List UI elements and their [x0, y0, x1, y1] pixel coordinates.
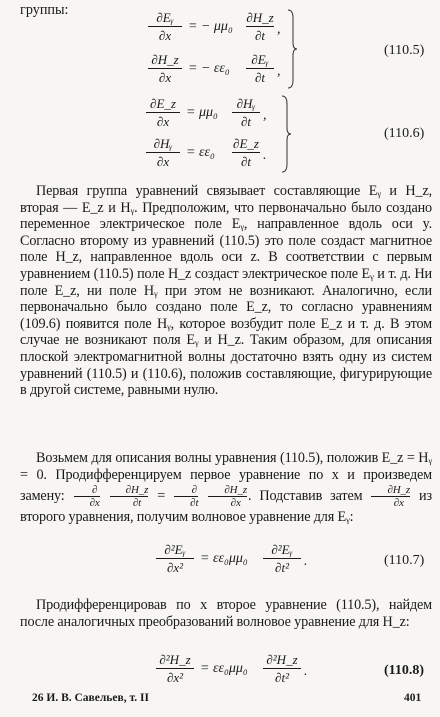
- eq2-rhs-coef: = − εε₀: [188, 61, 230, 76]
- page-number: 401: [404, 692, 422, 704]
- sub-c-frac: $\frac{\partial H\_z}{\partial x}$: [371, 484, 410, 509]
- eq3-rhs-coef: = μμ₀: [186, 105, 218, 120]
- brace-110-5: [286, 8, 298, 90]
- paragraph-3: Продифференцировав по x второе уравнение (110.5), найдем после аналогичных преобразований волновое уравнение для H_z:: [20, 597, 432, 630]
- sub-mid-frac: $\frac{\partial H\_z}{\partial t}$: [110, 484, 149, 509]
- eq-label-110-7: (110.7): [384, 553, 425, 568]
- eq7-lhs-fraction: ∂²Eᵧ ∂x²: [156, 542, 194, 575]
- eq4-rhs-fraction: ∂E_z ∂t: [233, 136, 259, 169]
- eq8-lhs-fraction: ∂²H_z ∂x²: [156, 652, 194, 685]
- document-page: группы: ∂Eᵧ ∂x = − μμ₀ ∂H_z ∂t , ∂H_z ∂x = − εε₀ ∂Eᵧ ∂t , (110.5) ∂E_z ∂x = μμ₀ ∂Hᵧ ∂t , ∂Hᵧ ∂x = εε₀ ∂E_z ∂t . (110.6) Первая группа уравнений связывает составляющие Eᵧ и H_z, вторая — E_z и Hᵧ. Предположим, что первоначально было создано переменное электрическое поле Eᵧ, направленное вдоль оси y. Согласно второму из уравнений (110.5) это поле создаст магнитное поле H_z, направленное вдоль оси z. В соответствии с первым уравнением (110.5) поле H_z создаст электрическое поле Eᵧ и т. д. Ни поле E_z, ни поле Hᵧ при этом не возникают. Аналогично, если первоначально было создано поле E_z, то согласно уравнениям (109.6) появится поле Hᵧ, которое возбудит поле E_z и т. д. В этом случае не возникают поля Eᵧ и H_z. Таким образом, для описания плоской электромагнитной волны достаточно взять одну из систем уравнений (110.5) и (110.6), положив составляющие, фигурирующие в другой системе, равными нулю. Возьмем для описания волны уравнения (110.5), положив E_z = Hᵧ = 0. Продифференцируем первое уравнение по x и произведем замену: $\frac{\partial}{\partial x}$ $\frac{\partial H\_z}{\partial t}$ = $\frac{\partial}{\partial t}$ $\frac{\partial H\_z}{\partial x}$ . Подставив затем $\frac{\partial H\_z}{\partial x}$ из второго уравнения, получим волновое уравнение для Eᵧ: ∂²Eᵧ ∂x² = εε₀μμ₀ ∂²Eᵧ ∂t² . (110.7) Продифференцировав по x второе уравнение (110.5), найдем после аналогичных преобразований волновое уравнение для H_z: ∂²H_z ∂x² = εε₀μμ₀ ∂²H_z ∂t² . (110.8) 26 И. В. Савельев, т. II 401: [20, 2, 432, 704]
- eq2-rhs-fraction: ∂Eᵧ ∂t: [246, 52, 274, 85]
- eq1-lhs-fraction: [148, 10, 182, 43]
- paragraph-1: Первая группа уравнений связывает составляющие Eᵧ и H_z, вторая — E_z и Hᵧ. Предположим, что первоначально было создано переменное электрическое поле Eᵧ, направленное вдоль оси y. Согласно второму из уравнений (110.5) это поле создаст магнитное поле H_z, направленное вдоль оси z. В соответствии с первым уравнением (110.5) поле H_z создаст электрическое поле Eᵧ и т. д. Ни поле E_z, ни поле Hᵧ при этом не возникают. Аналогично, если первоначально было создано поле E_z, то согласно уравнениям (109.6) появится поле Hᵧ, которое возбудит поле E_z и т. д. В этом случае не возникают поля Eᵧ и H_z. Таким образом, для описания плоской электромагнитной волны достаточно взять одну из систем уравнений (110.5) и (110.6), положив составляющие, фигурирующие в другой системе, равными нулю.: [20, 183, 432, 399]
- eq-label-110-8: (110.8): [384, 663, 425, 678]
- eq8-rhs-fraction: ∂²H_z ∂t²: [263, 652, 301, 685]
- eq1-rhs-coef: = − μμ₀: [188, 19, 233, 34]
- lead-text: группы:: [20, 2, 69, 18]
- eq-label-110-5: (110.5): [384, 43, 425, 58]
- eq4-rhs-coef: = εε₀: [186, 145, 215, 160]
- footer-signature: 26 И. В. Савельев, т. II: [32, 692, 149, 704]
- eq1-rhs-fraction: ∂H_z ∂t: [246, 10, 274, 43]
- sub-right-frac: $\frac{\partial}{\partial t}$: [174, 484, 198, 509]
- eq3-lhs-fraction: ∂E_z ∂x: [146, 96, 180, 129]
- eq3-rhs-fraction: ∂Hᵧ ∂t: [232, 96, 260, 129]
- sub-r2-frac: $\frac{\partial H\_z}{\partial x}$: [208, 484, 247, 509]
- eq7-rhs-fraction: ∂²Eᵧ ∂t²: [263, 542, 301, 575]
- eq-label-110-6: (110.6): [384, 126, 425, 141]
- eq2-lhs-fraction: ∂H_z ∂x: [148, 52, 182, 85]
- brace-110-6: [280, 94, 292, 174]
- sub-left-frac: $\frac{\partial}{\partial x}$: [74, 484, 100, 509]
- eq4-lhs-fraction: ∂Hᵧ ∂x: [146, 136, 180, 169]
- eq1-lhs-num: ∂Eᵧ: [156, 10, 174, 25]
- paragraph-2: Возьмем для описания волны уравнения (110.5), положив E_z = Hᵧ = 0. Продифференцируем первое уравнение по x и произведем замену: $\frac{\partial}{\partial x}$ $\frac{\partial H\_z}{\partial t}$ = $\frac{\partial}{\partial t}$ $\frac{\partial H\_z}{\partial x}$ . Подставив затем $\frac{\partial H\_z}{\partial x}$ из второго уравнения, получим волновое уравнение для Eᵧ:: [20, 450, 432, 525]
- eq1-lhs-den: ∂x: [158, 28, 172, 43]
- eq7-rhs-coef: = εε₀μμ₀: [200, 551, 248, 566]
- eq8-rhs-coef: = εε₀μμ₀: [200, 661, 248, 676]
